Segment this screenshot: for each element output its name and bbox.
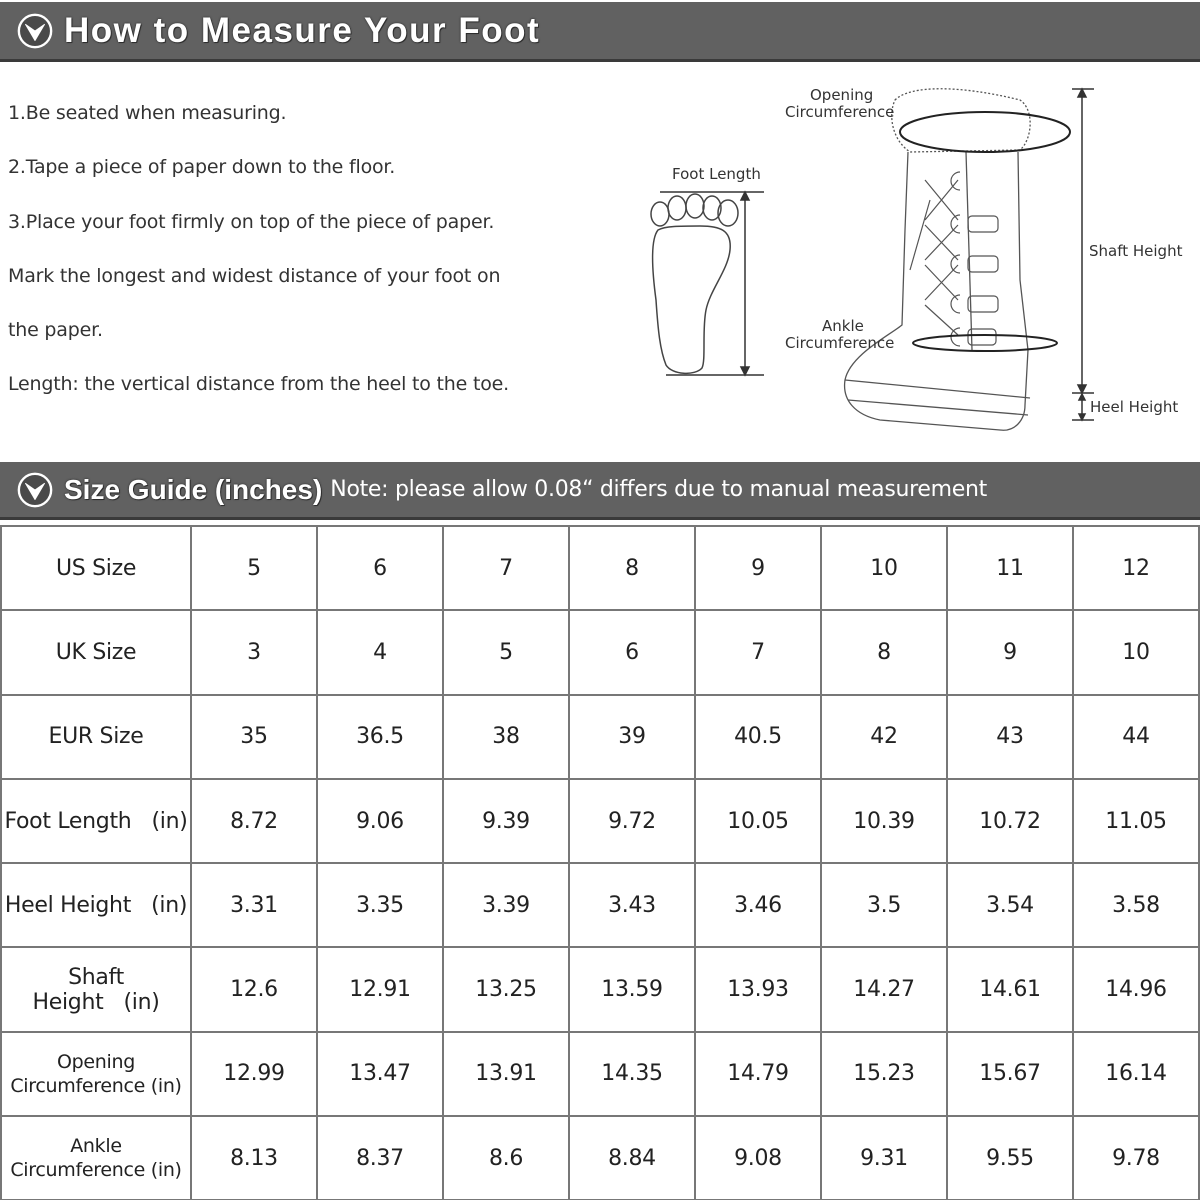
table-cell: 9.78	[1073, 1116, 1199, 1200]
table-cell: 16.14	[1073, 1032, 1199, 1116]
table-row	[1, 526, 1199, 610]
instruction-line: 3.Place your foot firmly on top of the piece of paper.	[8, 210, 495, 233]
table-row	[1, 1032, 1199, 1116]
table-cell: 43	[947, 695, 1073, 779]
opening-circumference-label-line1: Opening	[810, 86, 874, 104]
table-cell: 8.13	[191, 1116, 317, 1200]
table-cell: 9.39	[443, 779, 569, 863]
table-cell: 8.84	[569, 1116, 695, 1200]
measurement-diagram	[640, 80, 1200, 460]
table-cell: 9.06	[317, 779, 443, 863]
table-cell: 10	[1073, 610, 1199, 694]
size-chart-table	[0, 525, 1200, 1200]
instruction-line: 2.Tape a piece of paper down to the floor.	[8, 156, 396, 179]
table-cell: 3.46	[695, 863, 821, 947]
chevron-down-circle-icon	[16, 471, 54, 509]
measuring-instructions	[8, 96, 608, 422]
table-cell: 10.72	[947, 779, 1073, 863]
table-cell: 14.79	[695, 1032, 821, 1116]
row-header-line1: Opening	[56, 1050, 136, 1073]
ankle-circumference-label-line1: Ankle	[822, 317, 864, 335]
table-cell: 12.99	[191, 1032, 317, 1116]
table-cell: 13.25	[443, 947, 569, 1031]
table-cell: 3.43	[569, 863, 695, 947]
heel-height-label: Heel Height	[1090, 398, 1179, 416]
foot-outline-icon	[651, 194, 738, 373]
table-cell: 8	[569, 526, 695, 610]
size-guide-banner	[0, 462, 1200, 520]
instruction-line: Length: the vertical distance from the heel to the toe.	[8, 373, 509, 396]
table-row	[1, 779, 1199, 863]
table-cell: 9	[695, 526, 821, 610]
table-cell: 14.27	[821, 947, 947, 1031]
row-header-line1: Ankle	[70, 1135, 122, 1158]
row-header-line2: Circumference (in)	[10, 1159, 182, 1182]
ankle-circumference-label-line2: Circumference	[785, 334, 895, 352]
row-header: Heel Height (in)	[1, 863, 191, 947]
table-cell: 9	[947, 610, 1073, 694]
table-row	[1, 863, 1199, 947]
table-cell: 10.05	[695, 779, 821, 863]
table-cell: 12	[1073, 526, 1199, 610]
instruction-line: 1.Be seated when measuring.	[8, 102, 287, 124]
page-title: How to Measure Your Foot	[64, 10, 541, 50]
table-cell: 15.23	[821, 1032, 947, 1116]
table-cell: 11	[947, 526, 1073, 610]
table-cell: 40.5	[695, 695, 821, 779]
table-cell: 13.91	[443, 1032, 569, 1116]
table-cell: 14.61	[947, 947, 1073, 1031]
table-row	[1, 1116, 1199, 1200]
table-cell: 9.31	[821, 1116, 947, 1200]
instruction-line: the paper.	[8, 319, 103, 342]
table-cell: 3.58	[1073, 863, 1199, 947]
row-header: Shaft Height (in)	[1, 947, 191, 1031]
table-cell: 8.37	[317, 1116, 443, 1200]
instruction-line: Mark the longest and widest distance of your foot on	[8, 264, 501, 287]
table-cell: 3.31	[191, 863, 317, 947]
table-cell: 35	[191, 695, 317, 779]
row-header: EUR Size	[1, 695, 191, 779]
table-cell: 9.08	[695, 1116, 821, 1200]
table-row	[1, 947, 1199, 1031]
table-cell: 12.6	[191, 947, 317, 1031]
row-header: US Size	[1, 526, 191, 610]
table-cell: 13.93	[695, 947, 821, 1031]
table-cell: 13.47	[317, 1032, 443, 1116]
chevron-down-circle-icon	[16, 12, 54, 50]
opening-circumference-label-line2: Circumference	[785, 103, 895, 121]
table-cell: 6	[569, 610, 695, 694]
table-cell: 13.59	[569, 947, 695, 1031]
table-cell: 44	[1073, 695, 1199, 779]
header-banner	[0, 2, 1200, 62]
table-cell: 14.96	[1073, 947, 1199, 1031]
table-cell: 5	[191, 526, 317, 610]
row-header: UK Size	[1, 610, 191, 694]
table-cell: 38	[443, 695, 569, 779]
table-cell: 8.72	[191, 779, 317, 863]
size-guide-title: Size Guide (inches)	[64, 473, 323, 505]
table-cell: 11.05	[1073, 779, 1199, 863]
table-cell: 3.35	[317, 863, 443, 947]
table-cell: 36.5	[317, 695, 443, 779]
table-cell: 7	[695, 610, 821, 694]
table-cell: 3.39	[443, 863, 569, 947]
shaft-height-label: Shaft Height	[1089, 242, 1183, 260]
table-cell: 12.91	[317, 947, 443, 1031]
table-cell: 3	[191, 610, 317, 694]
table-cell: 4	[317, 610, 443, 694]
table-cell: 7	[443, 526, 569, 610]
size-guide-note: Note: please allow 0.08“ differs due to manual measurement	[330, 477, 987, 502]
table-cell: 3.54	[947, 863, 1073, 947]
table-cell: 9.55	[947, 1116, 1073, 1200]
table-cell: 9.72	[569, 779, 695, 863]
table-cell: 39	[569, 695, 695, 779]
row-header	[1, 1116, 191, 1200]
table-cell: 8	[821, 610, 947, 694]
table-row	[1, 695, 1199, 779]
table-cell: 10	[821, 526, 947, 610]
table-cell: 6	[317, 526, 443, 610]
table-cell: 5	[443, 610, 569, 694]
row-header-line2: Circumference (in)	[10, 1074, 182, 1097]
table-cell: 3.5	[821, 863, 947, 947]
table-cell: 15.67	[947, 1032, 1073, 1116]
table-cell: 10.39	[821, 779, 947, 863]
table-cell: 8.6	[443, 1116, 569, 1200]
table-cell: 42	[821, 695, 947, 779]
foot-length-label: Foot Length	[672, 165, 761, 183]
table-cell: 14.35	[569, 1032, 695, 1116]
row-header	[1, 1032, 191, 1116]
row-header: Foot Length (in)	[1, 779, 191, 863]
boot-outline-icon	[845, 89, 1031, 430]
table-row	[1, 610, 1199, 694]
